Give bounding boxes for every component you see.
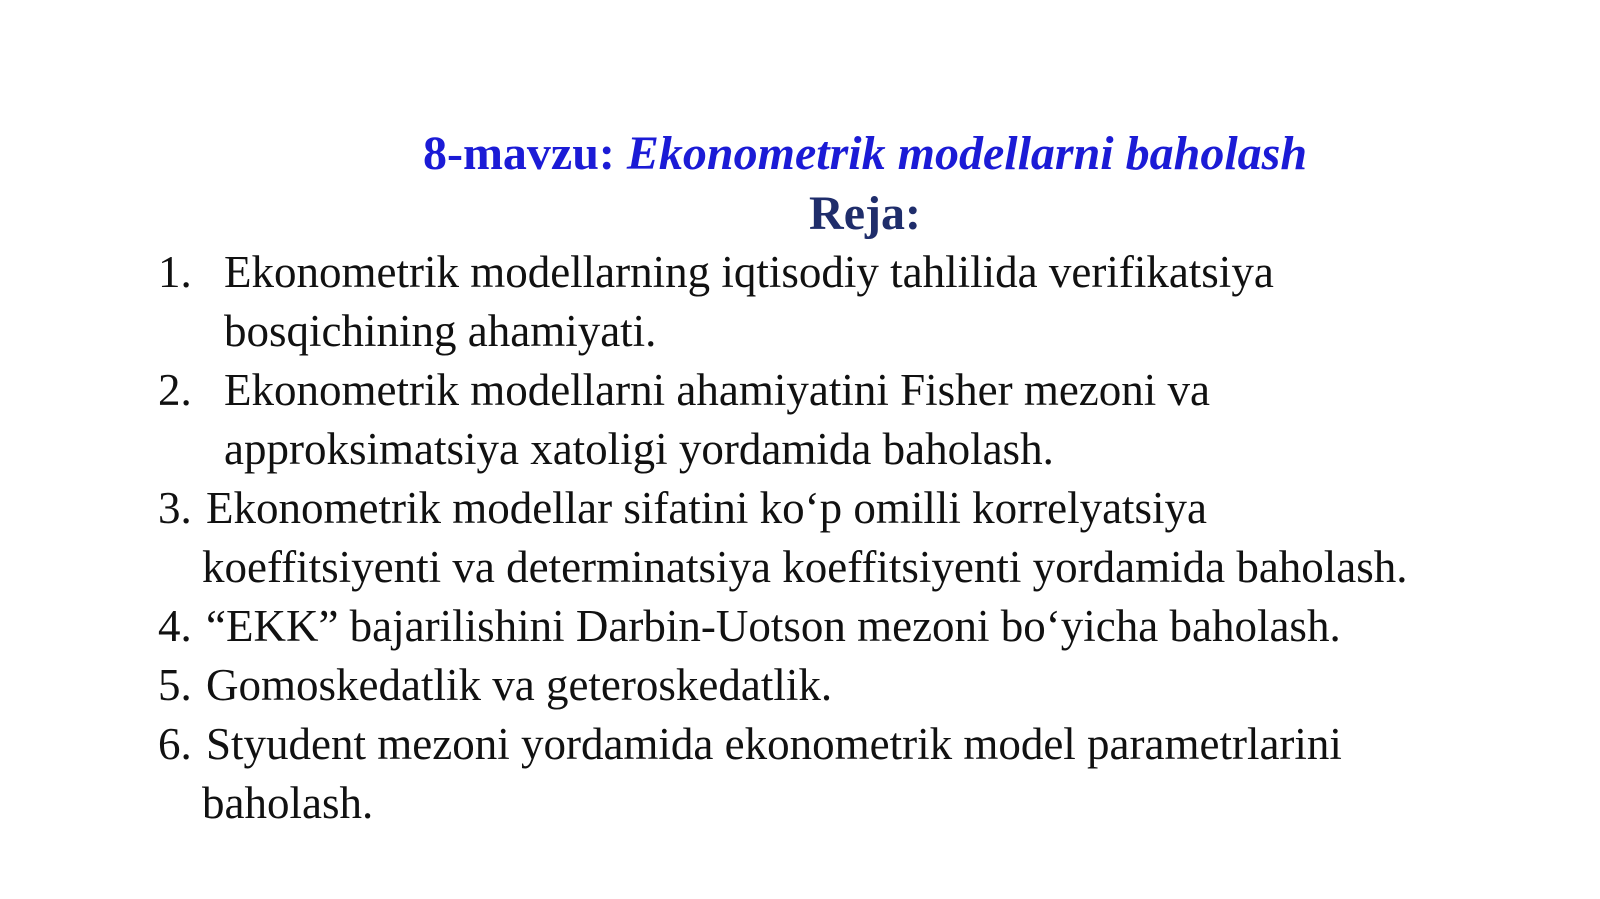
list-item-text: Ekonometrik modellarni ahamiyatini Fisher mezoni va (224, 365, 1211, 415)
list-item-text: approksimatsiya xatoligi yordamida baholash. (224, 424, 1054, 474)
list-item-text: Ekonometrik modellar sifatini ko‘p omilli korrelyatsiya (206, 483, 1208, 533)
list-item-text: Ekonometrik modellarning iqtisodiy tahlilida verifikatsiya (224, 247, 1274, 297)
list-item-number: 6. (158, 719, 192, 769)
title-prefix: 8-mavzu: (422, 127, 615, 180)
list-item-text: “EKK” bajarilishini Darbin-Uotson mezoni bo‘yicha baholash. (206, 601, 1341, 651)
list-item-text: bosqichining ahamiyati. (224, 306, 657, 356)
list-item-number: 4. (158, 601, 192, 651)
list-item-number: 2. (158, 365, 192, 415)
list-item-number: 5. (158, 660, 192, 710)
list-item-text: koeffitsiyenti va determinatsiya koeffitsiyenti yordamida baholash. (202, 542, 1408, 592)
list-item-text: baholash. (202, 778, 374, 828)
title-topic: Ekonometrik modellarni baholash (614, 127, 1308, 180)
list-item-number: 3. (158, 483, 192, 533)
list-item-number: 1. (158, 247, 192, 297)
list-item-text: Gomoskedatlik va geteroskedatlik. (206, 660, 833, 710)
slide-subtitle: Reja: (809, 187, 921, 240)
list-item-text: Styudent mezoni yordamida ekonometrik model parametrlarini (206, 719, 1342, 769)
